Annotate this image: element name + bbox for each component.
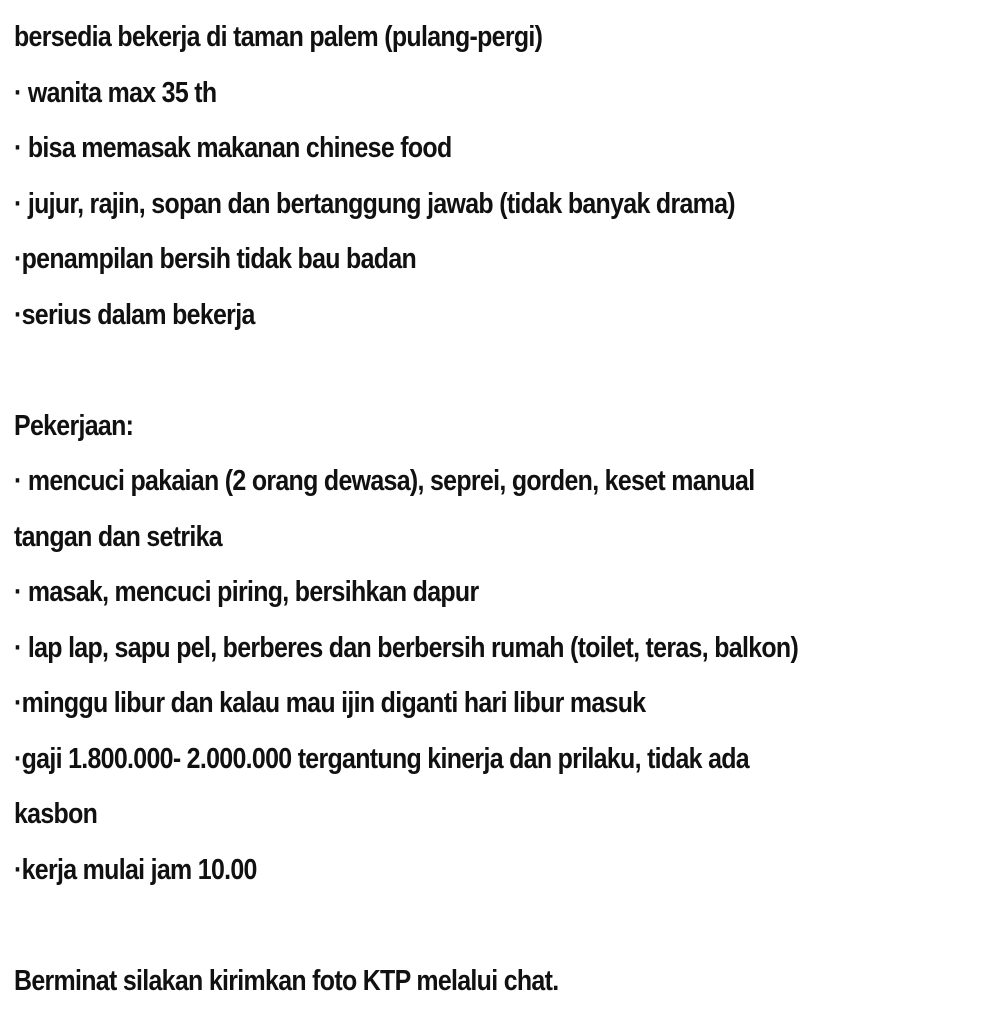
jobs-heading: Pekerjaan: [14, 399, 857, 455]
requirement-line: · jujur, rajin, sopan dan bertanggung jawab (tidak banyak drama) [14, 177, 857, 233]
job-posting-text [14, 10, 857, 1009]
requirement-line: bersedia bekerja di taman palem (pulang-pergi) [14, 10, 857, 66]
job-line: ·minggu libur dan kalau mau ijin diganti hari libur masuk [14, 676, 857, 732]
job-line: · masak, mencuci piring, bersihkan dapur [14, 565, 857, 621]
requirement-line: ·penampilan bersih tidak bau badan [14, 232, 857, 288]
job-line: ·kerja mulai jam 10.00 [14, 843, 857, 899]
blank-line [14, 898, 857, 954]
requirement-line: · wanita max 35 th [14, 66, 857, 122]
closing-line: Berminat silakan kirimkan foto KTP melalui chat. [14, 954, 857, 1009]
requirement-line: ·serius dalam bekerja [14, 288, 857, 344]
job-line: · mencuci pakaian (2 orang dewasa), seprei, gorden, keset manual [14, 454, 857, 510]
job-line: ·gaji 1.800.000- 2.000.000 tergantung kinerja dan prilaku, tidak ada [14, 732, 857, 788]
job-line: kasbon [14, 787, 857, 843]
requirement-line: · bisa memasak makanan chinese food [14, 121, 857, 177]
job-line: · lap lap, sapu pel, berberes dan berbersih rumah (toilet, teras, balkon) [14, 621, 857, 677]
blank-line [14, 343, 857, 399]
job-line: tangan dan setrika [14, 510, 857, 566]
